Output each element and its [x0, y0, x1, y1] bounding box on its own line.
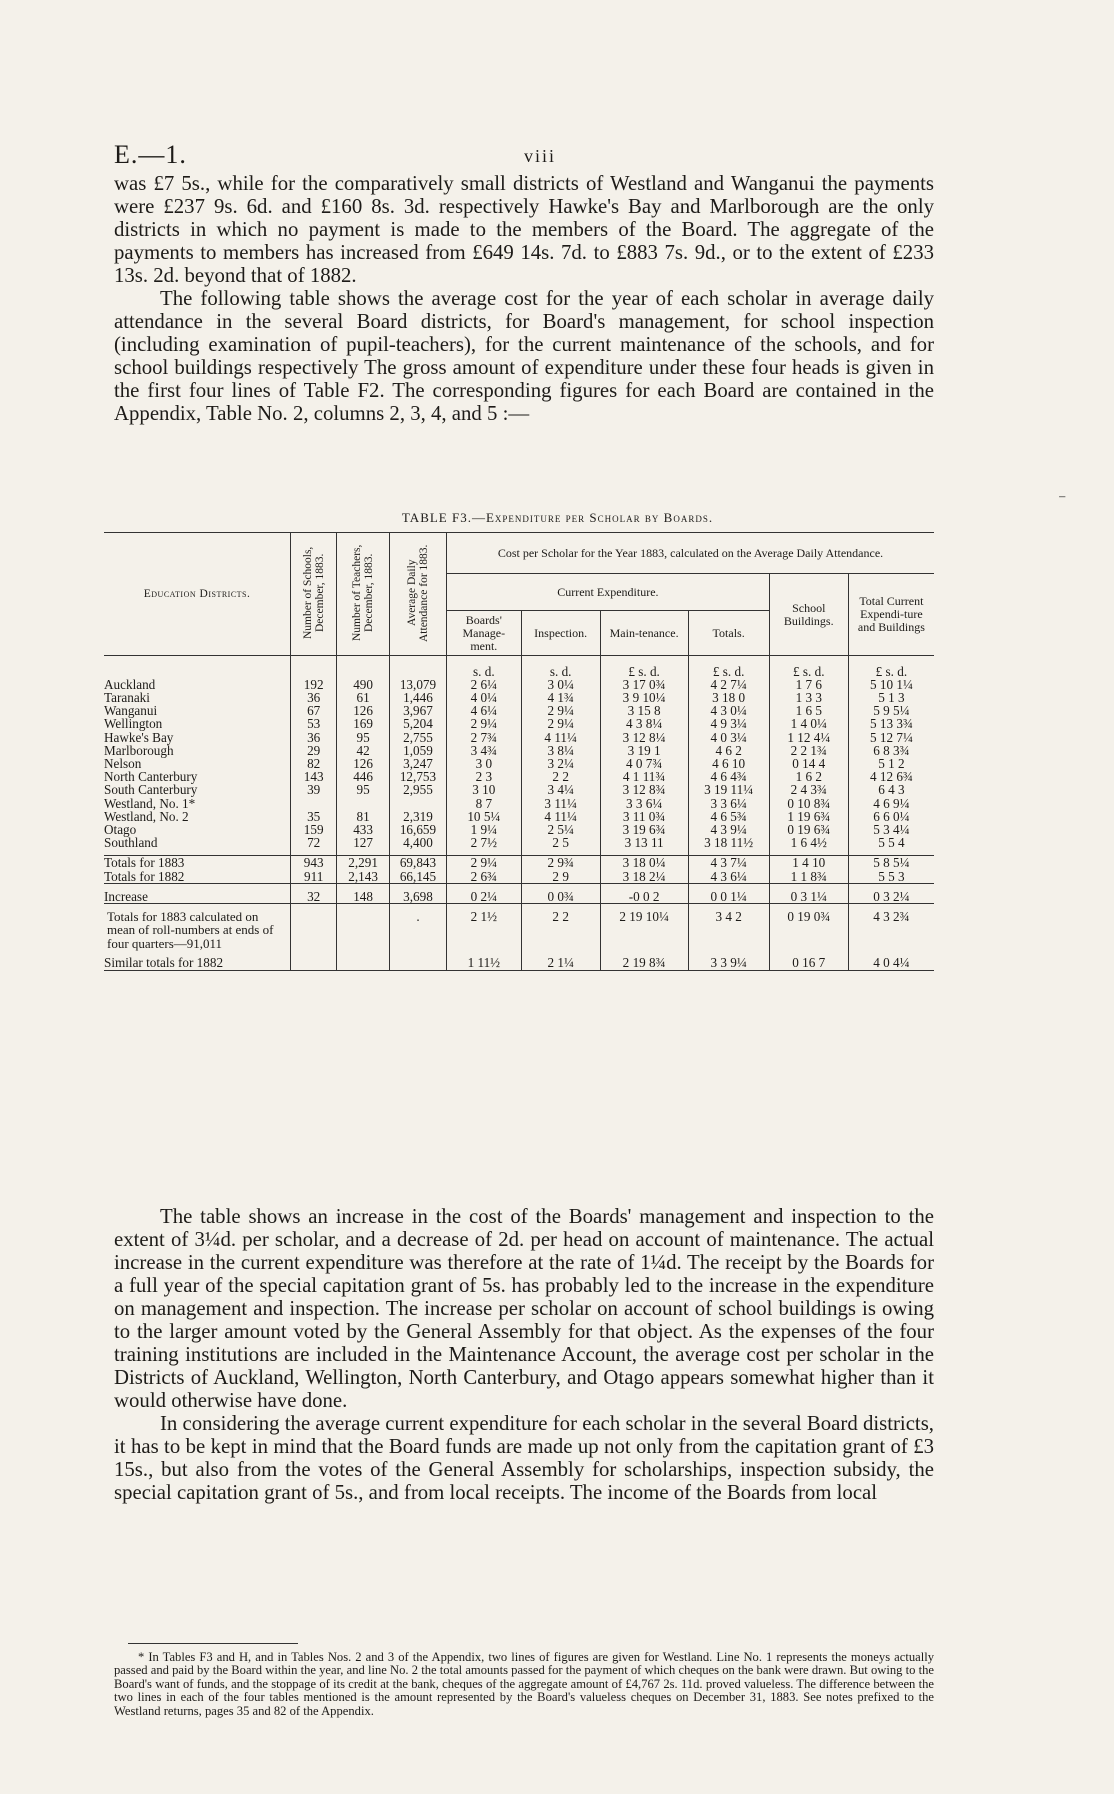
cell-i: 2 9¾: [521, 856, 600, 870]
cell-i: 2 9: [521, 870, 600, 884]
table-caption-title: Expenditure per Scholar by Boards.: [485, 510, 714, 525]
cell-m: 3 13 11: [600, 836, 688, 849]
cell-tc: 5 8 5¼: [848, 856, 934, 870]
table-row: [104, 678, 934, 691]
cell-at: 3,967: [389, 704, 446, 717]
row-district: Southland: [104, 835, 158, 851]
cell-sb: 1 1 8¾: [769, 870, 848, 884]
cell-sb: 1 6 5: [769, 704, 848, 717]
total-rows: [104, 856, 934, 970]
header-districts: Education Districts.: [143, 587, 251, 600]
row-district: North Canterbury: [104, 769, 198, 785]
row-district: Nelson: [104, 755, 142, 771]
row-district: Auckland: [104, 676, 156, 692]
cell-t: 3 18 0: [688, 691, 769, 704]
cell-t: 3 18 11½: [688, 836, 769, 849]
cell-tc: 6 4 3: [848, 783, 934, 796]
paragraph-payments: was £7 5s., while for the comparatively small districts of Westland and Wanganui the payments were £237 9s. 6d. and £160 8s. 3d. respectively Hawke's Bay and Marlborough are the only districts in which no payment is made to the members of the Board. The aggregate of the payments to members has increased from £649 14s. 7d. to £883 7s. 9d., or to the extent of £233 13s. 2d. beyond that of 1882.: [114, 172, 934, 287]
cell-tc: 5 5 4: [848, 836, 934, 849]
margin-mark: ⁻: [1058, 492, 1067, 509]
cell-te: 61: [337, 691, 390, 704]
cell-sc: 82: [291, 757, 337, 770]
header-cost: Cost per Scholar for the Year 1883, calculated on the Average Daily Attendance.: [447, 533, 935, 574]
cell-at: .: [389, 910, 446, 951]
cell-m: 3 19 6¾: [600, 823, 688, 836]
cell-i: 3 8¼: [521, 744, 600, 757]
cell-tc: 5 1 2: [848, 757, 934, 770]
cell-at: 2,755: [389, 731, 446, 744]
row-district: Wellington: [104, 716, 163, 732]
cell-tc: 5 5 3: [848, 870, 934, 884]
cell-t: 3 19 11¼: [688, 783, 769, 796]
cell-sb: 0 14 4: [769, 757, 848, 770]
table-row: [104, 890, 934, 904]
cell-te: 446: [337, 770, 390, 783]
unit-totals: £ s. d.: [688, 656, 769, 678]
cell-sc: [291, 910, 337, 951]
table-row: [104, 870, 934, 884]
cell-sb: 1 7 6: [769, 678, 848, 691]
cell-sc: 72: [291, 836, 337, 849]
header-buildings: School Buildings.: [769, 574, 848, 656]
cell-b: 2 1½: [447, 910, 522, 951]
cell-b: 2 7¾: [447, 731, 522, 744]
cell-tc: 0 3 2¼: [848, 890, 934, 904]
table-row: [104, 810, 934, 823]
cell-sc: 943: [291, 856, 337, 870]
row-district: Westland, No. 2: [104, 808, 189, 824]
cell-m: 4 1 11¾: [600, 770, 688, 783]
cell-tc: 4 6 9¼: [848, 797, 934, 810]
expenditure-table: [104, 532, 934, 971]
row-district: Similar totals for 1882: [104, 955, 224, 971]
cell-sb: 1 3 3: [769, 691, 848, 704]
cell-sc: [291, 797, 337, 810]
cell-m: -0 0 2: [600, 890, 688, 904]
cell-te: 95: [337, 731, 390, 744]
cell-i: 2 5¼: [521, 823, 600, 836]
table-row: [104, 731, 934, 744]
cell-b: 2 9¼: [447, 856, 522, 870]
cell-sc: 36: [291, 691, 337, 704]
table-row: [104, 856, 934, 870]
cell-i: 4 11¼: [521, 810, 600, 823]
header-boards: Boards' Manage-ment.: [447, 611, 522, 656]
cell-m: 3 15 8: [600, 704, 688, 717]
row-district: Totals for 1883 calculated on mean of roll-numbers at ends of four quarters—91,011: [107, 908, 274, 951]
cell-at: [389, 956, 446, 970]
footnote-rule: [128, 1643, 298, 1644]
cell-b: 1 9¼: [447, 823, 522, 836]
page-number: viii: [523, 146, 556, 166]
cell-at: 16,659: [389, 823, 446, 836]
cell-m: 3 19 1: [600, 744, 688, 757]
cell-b: 2 9¼: [447, 717, 522, 730]
cell-te: [337, 910, 390, 951]
table-row: [104, 783, 934, 796]
cell-te: 126: [337, 704, 390, 717]
cell-at: 2,319: [389, 810, 446, 823]
cell-sc: 32: [291, 890, 337, 904]
cell-t: 4 3 9¼: [688, 823, 769, 836]
cell-b: 4 0¼: [447, 691, 522, 704]
cell-tc: 5 12 7¼: [848, 731, 934, 744]
cell-tc: 5 3 4¼: [848, 823, 934, 836]
cell-b: 4 6¼: [447, 704, 522, 717]
cell-m: 3 12 8¾: [600, 783, 688, 796]
cell-t: 3 4 2: [688, 910, 769, 951]
row-district: Taranaki: [104, 689, 150, 705]
footnote: [114, 1651, 934, 1718]
cell-at: 1,059: [389, 744, 446, 757]
cell-m: 2 19 10¼: [600, 910, 688, 951]
cell-at: 69,843: [389, 856, 446, 870]
row-district: Increase: [104, 888, 148, 904]
cell-t: 4 9 3¼: [688, 717, 769, 730]
cell-i: 3 4¼: [521, 783, 600, 796]
cell-te: [337, 956, 390, 970]
cell-tc: 5 9 5¼: [848, 704, 934, 717]
cell-at: 4,400: [389, 836, 446, 849]
cell-i: 2 2: [521, 770, 600, 783]
cell-m: 3 11 0¾: [600, 810, 688, 823]
cell-b: 2 3: [447, 770, 522, 783]
cell-t: 4 6 4¾: [688, 770, 769, 783]
cell-te: 95: [337, 783, 390, 796]
header-inspection: Inspection.: [521, 611, 600, 656]
cell-te: 433: [337, 823, 390, 836]
cell-at: 5,204: [389, 717, 446, 730]
cell-tc: 5 10 1¼: [848, 678, 934, 691]
cell-sc: 39: [291, 783, 337, 796]
cell-tc: 4 3 2¾: [848, 910, 934, 951]
paragraph-table-intro: The following table shows the average cost for the year of each scholar in average daily attendance in the several Board districts, for Board's management, for school inspection (including examination of pupil-teachers), for the current maintenance of the schools, and for school buildings respectively The gross amount of expenditure under these four heads is given in the first four lines of Table F2. The corresponding figures for each Board are contained in the Appendix, Table No. 2, columns 2, 3, 4, and 5 :—: [114, 287, 934, 425]
cell-t: 4 3 7¼: [688, 856, 769, 870]
cell-i: 0 0¾: [521, 890, 600, 904]
cell-b: 2 6¼: [447, 678, 522, 691]
cell-te: 2,291: [337, 856, 390, 870]
cell-te: 490: [337, 678, 390, 691]
cell-sc: 143: [291, 770, 337, 783]
paragraph-board-funds: In considering the average current expenditure for each scholar in the several Board districts, it has to be kept in mind that the Board funds are made up not only from the capitation grant of £3 15s., but also from the votes of the General Assembly for scholarships, inspection subsidy, the special capitation grant of 5s., and from local receipts. The income of the Boards from local: [114, 1412, 934, 1504]
header-current: Current Expenditure.: [447, 574, 770, 611]
cell-m: 3 18 2¼: [600, 870, 688, 884]
cell-b: 3 0: [447, 757, 522, 770]
cell-tc: 5 1 3: [848, 691, 934, 704]
cell-tc: 4 12 6¾: [848, 770, 934, 783]
top-text: [114, 172, 934, 425]
row-district: Westland, No. 1*: [104, 795, 196, 811]
cell-b: 2 7½: [447, 836, 522, 849]
unit-inspection: s. d.: [521, 656, 600, 678]
cell-m: 2 19 8¾: [600, 956, 688, 970]
cell-sc: 911: [291, 870, 337, 884]
header-maintenance: Main-tenance.: [600, 611, 688, 656]
header-schools: Number of Schools, December, 1883.: [301, 546, 326, 640]
cell-t: 4 3 0¼: [688, 704, 769, 717]
row-district: Marlborough: [104, 742, 174, 758]
unit-maintenance: £ s. d.: [600, 656, 688, 678]
cell-te: [337, 797, 390, 810]
row-district: Totals for 1883: [104, 855, 185, 871]
cell-t: 3 3 6¼: [688, 797, 769, 810]
cell-i: 2 1¼: [521, 956, 600, 970]
page-reference: E.—1.: [114, 140, 187, 169]
cell-b: 2 6¾: [447, 870, 522, 884]
cell-i: 3 2¼: [521, 757, 600, 770]
cell-at: 3,698: [389, 890, 446, 904]
paragraph-increase: The table shows an increase in the cost of the Boards' management and inspection to the extent of 3¼d. per scholar, and a decrease of 2d. per head on account of maintenance. The actual increase in the current expenditure was therefore at the rate of 1¼d. The receipt by the Boards for a full year of the special capitation grant of 5s. has probably led to the increase in the expenditure on management and inspection. The increase per scholar on account of school buildings is owing to the larger amount voted by the General Assembly for that object. As the expenses of the four training institutions are included in the Maintenance Account, the average cost per scholar in the Districts of Auckland, Wellington, North Canterbury, and Otago appears somewhat higher than it would otherwise have done.: [114, 1205, 934, 1412]
cell-i: 2 9¼: [521, 704, 600, 717]
unit-boards: s. d.: [447, 656, 522, 678]
cell-sb: 1 4 10: [769, 856, 848, 870]
cell-te: 81: [337, 810, 390, 823]
cell-sc: 159: [291, 823, 337, 836]
cell-tc: 6 6 0¼: [848, 810, 934, 823]
row-district: South Canterbury: [104, 782, 198, 798]
unit-buildings: £ s. d.: [769, 656, 848, 678]
cell-te: 169: [337, 717, 390, 730]
cell-m: 3 3 6¼: [600, 797, 688, 810]
footnote-westland: * In Tables F3 and H, and in Tables Nos. 2 and 3 of the Appendix, two lines of figures are given for Westland. Line No. 1 represents the moneys actually passed and paid by the Board within the year, and line No. 2 the total amounts passed for the payment of which cheques on the bank were drawn. But owing to the Board's want of funds, and the stoppage of its credit at the bank, cheques of the aggregate amount of £4,767 2s. 11d. proved valueless. The difference between the two lines in each of the four tables mentioned is the amount represented by the Board's valueless cheques on December 31, 1883. See notes prefixed to the Westland returns, pages 35 and 82 of the Appendix.: [114, 1650, 934, 1718]
cell-sb: 1 6 2: [769, 770, 848, 783]
table-row: [104, 717, 934, 730]
header-attendance: Average Daily Attendance for 1883.: [405, 544, 430, 642]
cell-sb: 2 2 1¾: [769, 744, 848, 757]
cell-at: 66,145: [389, 870, 446, 884]
cell-sb: 0 3 1¼: [769, 890, 848, 904]
cell-tc: 4 0 4¼: [848, 956, 934, 970]
cell-te: 126: [337, 757, 390, 770]
cell-sb: 0 19 0¾: [769, 910, 848, 951]
cell-i: 2 9¼: [521, 717, 600, 730]
unit-total-current: £ s. d.: [848, 656, 934, 678]
cell-i: 2 5: [521, 836, 600, 849]
cell-m: 3 18 0¼: [600, 856, 688, 870]
header-teachers: Number of Teachers, December, 1883.: [351, 544, 376, 642]
table-row: [104, 797, 934, 810]
cell-t: 4 6 2: [688, 744, 769, 757]
cell-sc: 35: [291, 810, 337, 823]
table-row: [104, 836, 934, 849]
cell-at: 12,753: [389, 770, 446, 783]
cell-m: 3 17 0¾: [600, 678, 688, 691]
cell-i: 2 2: [521, 910, 600, 951]
cell-sb: 0 19 6¾: [769, 823, 848, 836]
cell-sb: 1 6 4½: [769, 836, 848, 849]
row-district: Wanganui: [104, 703, 158, 719]
cell-at: 3,247: [389, 757, 446, 770]
table-caption: [200, 510, 915, 526]
cell-sc: 192: [291, 678, 337, 691]
table-row: [104, 956, 934, 970]
cell-sc: 36: [291, 731, 337, 744]
cell-sb: 1 19 6¾: [769, 810, 848, 823]
cell-sc: [291, 956, 337, 970]
cell-te: 42: [337, 744, 390, 757]
header-totals: Totals.: [688, 611, 769, 656]
cell-te: 148: [337, 890, 390, 904]
cell-te: 2,143: [337, 870, 390, 884]
row-district: Totals for 1882: [104, 868, 185, 884]
cell-m: 3 9 10¼: [600, 691, 688, 704]
cell-m: 4 0 7¾: [600, 757, 688, 770]
cell-at: 13,079: [389, 678, 446, 691]
cell-t: 0 0 1¼: [688, 890, 769, 904]
row-district: Hawke's Bay: [104, 729, 174, 745]
cell-b: 3 10: [447, 783, 522, 796]
cell-te: 127: [337, 836, 390, 849]
cell-t: 4 6 10: [688, 757, 769, 770]
cell-sb: 2 4 3¾: [769, 783, 848, 796]
row-district: Otago: [104, 821, 137, 837]
cell-b: 3 4¾: [447, 744, 522, 757]
cell-sb: 1 12 4¼: [769, 731, 848, 744]
cell-sb: 0 10 8¾: [769, 797, 848, 810]
cell-i: 3 11¼: [521, 797, 600, 810]
cell-i: 4 11¼: [521, 731, 600, 744]
table-row: [104, 910, 934, 951]
cell-at: 2,955: [389, 783, 446, 796]
cell-m: 3 12 8¼: [600, 731, 688, 744]
cell-b: 8 7: [447, 797, 522, 810]
header-total-current: Total Current Expendi-ture and Buildings: [848, 574, 934, 656]
table-row: [104, 744, 934, 757]
district-rows: [104, 678, 934, 850]
cell-t: 4 0 3¼: [688, 731, 769, 744]
cell-i: 4 1¾: [521, 691, 600, 704]
cell-sb: 0 16 7: [769, 956, 848, 970]
cell-t: 4 2 7¼: [688, 678, 769, 691]
cell-at: 1,446: [389, 691, 446, 704]
cell-sb: 1 4 0¼: [769, 717, 848, 730]
cell-i: 3 0¼: [521, 678, 600, 691]
cell-b: 10 5¼: [447, 810, 522, 823]
table-caption-prefix: TABLE F3.—: [401, 510, 486, 525]
cell-b: 1 11½: [447, 956, 522, 970]
cell-m: 4 3 8¼: [600, 717, 688, 730]
cell-t: 3 3 9¼: [688, 956, 769, 970]
cell-t: 4 3 6¼: [688, 870, 769, 884]
cell-t: 4 6 5¾: [688, 810, 769, 823]
cell-sc: 29: [291, 744, 337, 757]
cell-sc: 53: [291, 717, 337, 730]
cell-b: 0 2¼: [447, 890, 522, 904]
cell-at: [389, 797, 446, 810]
cell-sc: 67: [291, 704, 337, 717]
cell-tc: 5 13 3¾: [848, 717, 934, 730]
bottom-text: [114, 1205, 934, 1504]
cell-tc: 6 8 3¾: [848, 744, 934, 757]
